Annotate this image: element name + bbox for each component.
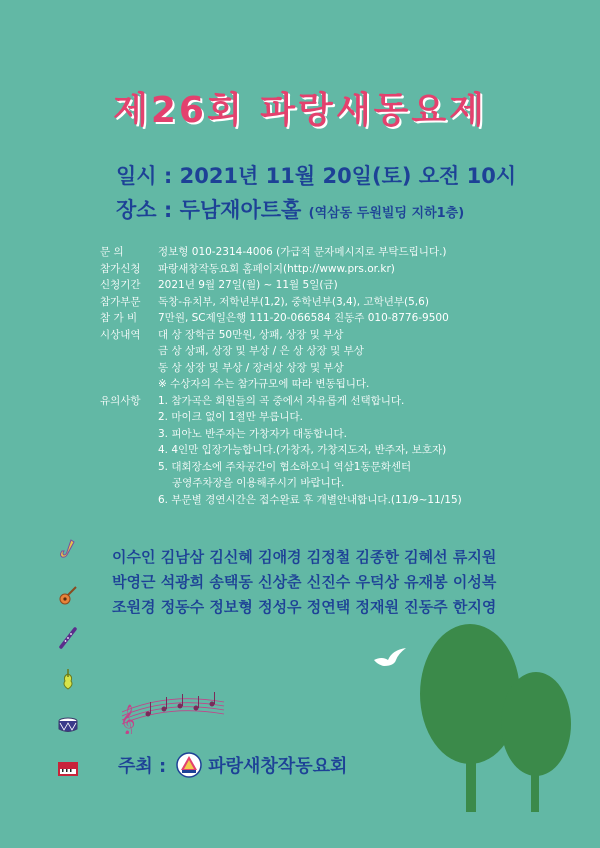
poster-title: 제26회 파랑새동요제 — [113, 90, 487, 131]
event-date-label: 일시 : — [116, 164, 173, 188]
info-row — [100, 294, 560, 311]
info-row — [100, 261, 560, 278]
info-row — [100, 343, 560, 360]
info-row — [100, 459, 560, 476]
info-row-value: 3. 피아노 반주자는 가창자가 대동합니다. — [158, 427, 347, 440]
info-row-value: 대 상 장학금 50만원, 상패, 상장 및 부상 — [158, 328, 344, 341]
svg-text:𝄞: 𝄞 — [120, 705, 136, 734]
info-row-label — [100, 360, 158, 377]
info-row-value: 독창-유치부, 저학년부(1,2), 중학년부(3,4), 고학년부(5,6) — [158, 295, 429, 308]
host-label: 주최 : — [118, 756, 167, 777]
info-row — [100, 475, 560, 492]
violin-icon — [56, 668, 80, 692]
info-row — [100, 492, 560, 509]
info-row-value: 4. 4인만 입장가능합니다.(가창자, 가창지도자, 반주자, 보호자) — [158, 444, 447, 456]
organization-emblem-icon — [176, 752, 202, 778]
info-row — [100, 376, 560, 393]
piano-icon — [56, 756, 80, 780]
info-row — [100, 244, 560, 261]
drum-icon — [56, 712, 80, 736]
info-row-label — [100, 426, 158, 443]
info-row — [100, 277, 560, 294]
info-row-value: 2. 마이크 없이 1절만 부릅니다. — [158, 411, 303, 423]
recorder-icon — [56, 626, 80, 650]
info-row-label — [100, 376, 158, 393]
info-row-value: 2021년 9월 27일(월) ~ 11월 5일(금) — [158, 279, 338, 291]
info-table — [100, 244, 560, 508]
info-row-value: 파랑새창작동요회 홈페이지(http://www.prs.or.kr) — [158, 262, 395, 275]
info-row-label — [100, 475, 158, 492]
member-names — [112, 545, 496, 620]
music-staff-illustration — [118, 682, 228, 734]
info-row — [100, 327, 560, 344]
info-row-label: 유의사항 — [100, 394, 141, 407]
info-row-value: 금 상 상패, 상장 및 부상 / 은 상 상장 및 부상 — [158, 345, 364, 357]
info-row — [100, 310, 560, 327]
guitar-icon — [56, 584, 80, 608]
info-row-label — [100, 459, 158, 476]
member-names-line: 박영근 석광희 송택동 신상춘 신진수 우덕상 유재봉 이성복 — [112, 573, 497, 591]
event-venue-label: 장소 : — [116, 198, 173, 222]
info-row — [100, 360, 560, 377]
info-row — [100, 426, 560, 443]
info-row-label — [100, 442, 158, 459]
info-row-label: 시상내역 — [100, 328, 141, 341]
saxophone-icon — [56, 538, 80, 562]
event-date-value: 2021년 11월 20일(토) 오전 10시 — [179, 164, 517, 188]
info-row-value: 1. 참가곡은 회원들의 곡 중에서 자유롭게 선택합니다. — [158, 394, 405, 407]
info-row-label: 참가신청 — [100, 262, 141, 275]
info-row-value: ※ 수상자의 수는 참가규모에 따라 변동됩니다. — [158, 378, 370, 390]
info-row-value: 7만원, SC제일은행 111-20-066584 진동주 010-8776-9500 — [158, 312, 449, 324]
host-organization: 파랑새창작동요회 — [208, 756, 348, 777]
info-row-label: 신청기간 — [100, 279, 141, 291]
info-row-label — [100, 343, 158, 360]
member-names-line: 이수인 김남삼 김신혜 김애경 김정철 김종한 김혜선 류지원 — [112, 548, 497, 566]
info-row — [100, 409, 560, 426]
info-row-label: 참 가 비 — [100, 312, 138, 324]
bird-icon — [372, 646, 408, 670]
info-row-label — [100, 492, 158, 509]
info-row-label: 문 의 — [100, 246, 124, 258]
member-names-line: 조원경 정동수 정보형 정성우 정연택 정재원 진동주 한지영 — [112, 598, 497, 616]
host-line — [118, 752, 347, 778]
info-row-label: 참가부문 — [100, 295, 141, 308]
tree-illustration — [408, 624, 578, 814]
event-venue-detail: (역삼동 두원빌딩 지하1층) — [308, 206, 465, 221]
event-venue — [116, 194, 464, 224]
event-venue-value: 두남재아트홀 — [179, 198, 302, 222]
event-date — [116, 160, 516, 190]
info-row-value: 5. 대회장소에 주차공간이 협소하오니 역삼1동문화센터 — [158, 460, 412, 473]
info-row-value: 정보형 010-2314-4006 (가급적 문자메시지로 부탁드립니다.) — [158, 246, 447, 258]
info-row-value: 동 상 상장 및 부상 / 장려상 상장 및 부상 — [158, 361, 344, 374]
info-row — [100, 393, 560, 410]
info-row-value: 6. 부문별 경연시간은 접수완료 후 개별안내합니다.(11/9~11/15) — [158, 493, 462, 506]
info-row-value: 공영주차장을 이용해주시기 바랍니다. — [172, 477, 345, 489]
info-row-label — [100, 409, 158, 426]
info-row — [100, 442, 560, 459]
